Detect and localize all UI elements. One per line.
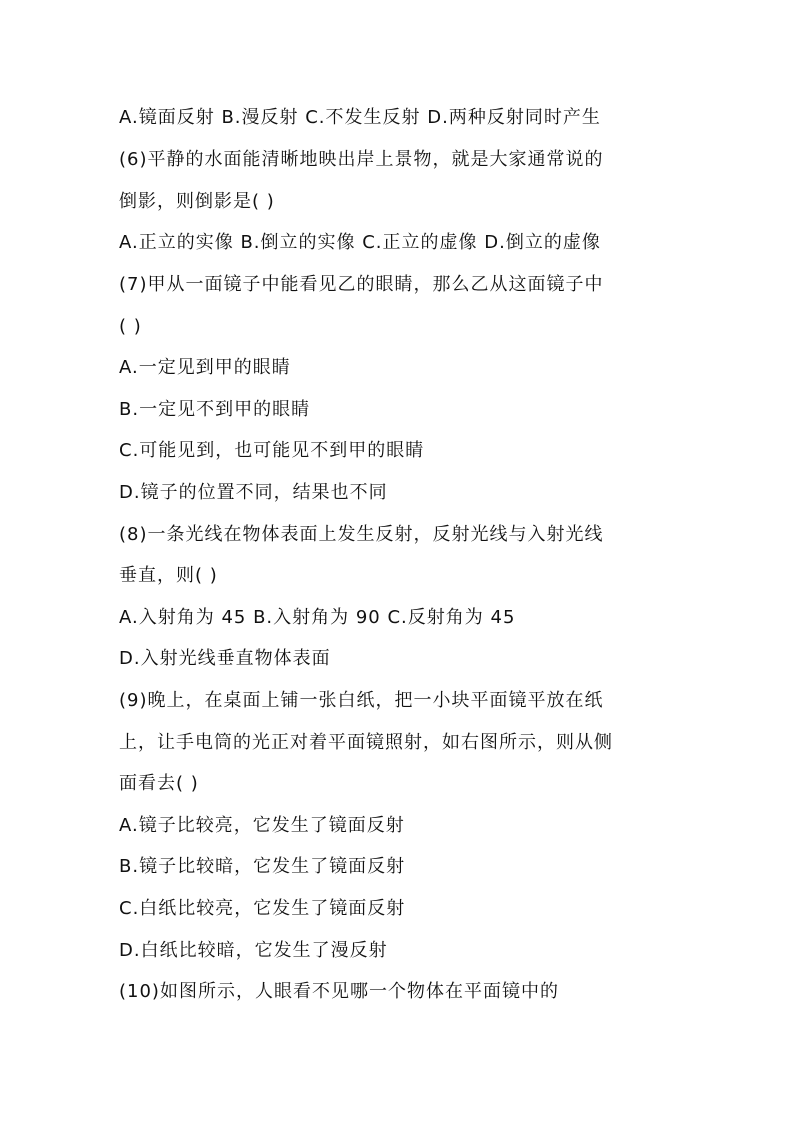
text-line: (7)甲从一面镜子中能看见乙的眼睛，那么乙从这面镜子中: [119, 274, 604, 295]
text-line: B.一定见不到甲的眼睛: [119, 399, 311, 420]
text-line: D.入射光线垂直物体表面: [119, 648, 331, 669]
text-line: A.镜面反射 B.漫反射 C.不发生反射 D.两种反射同时产生: [119, 107, 601, 128]
text-line: B.镜子比较暗，它发生了镜面反射: [119, 856, 406, 877]
text-line: 面看去( ): [119, 773, 199, 794]
text-line: (10)如图所示，人眼看不见哪一个物体在平面镜中的: [119, 981, 559, 1002]
text-line: (8)一条光线在物体表面上发生反射，反射光线与入射光线: [119, 524, 604, 545]
text-line: A.一定见到甲的眼睛: [119, 357, 291, 378]
text-line: A.镜子比较亮，它发生了镜面反射: [119, 815, 405, 836]
text-line: D.镜子的位置不同，结果也不同: [119, 482, 388, 503]
text-line: A.正立的实像 B.倒立的实像 C.正立的虚像 D.倒立的虚像: [119, 232, 601, 253]
text-line: (6)平静的水面能清晰地映出岸上景物，就是大家通常说的: [119, 149, 604, 170]
text-line: 倒影，则倒影是( ): [119, 191, 275, 212]
text-line: C.可能见到，也可能见不到甲的眼睛: [119, 440, 425, 461]
text-line: ( ): [119, 316, 142, 337]
text-line: A.入射角为 45 B.入射角为 90 C.反射角为 45: [119, 607, 516, 628]
text-line: C.白纸比较亮，它发生了镜面反射: [119, 898, 406, 919]
text-line: 上，让手电筒的光正对着平面镜照射，如右图所示，则从侧: [119, 732, 613, 753]
text-line: 垂直，则( ): [119, 565, 218, 586]
text-line: D.白纸比较暗，它发生了漫反射: [119, 940, 388, 961]
text-line: (9)晚上，在桌面上铺一张白纸，把一小块平面镜平放在纸: [119, 690, 604, 711]
